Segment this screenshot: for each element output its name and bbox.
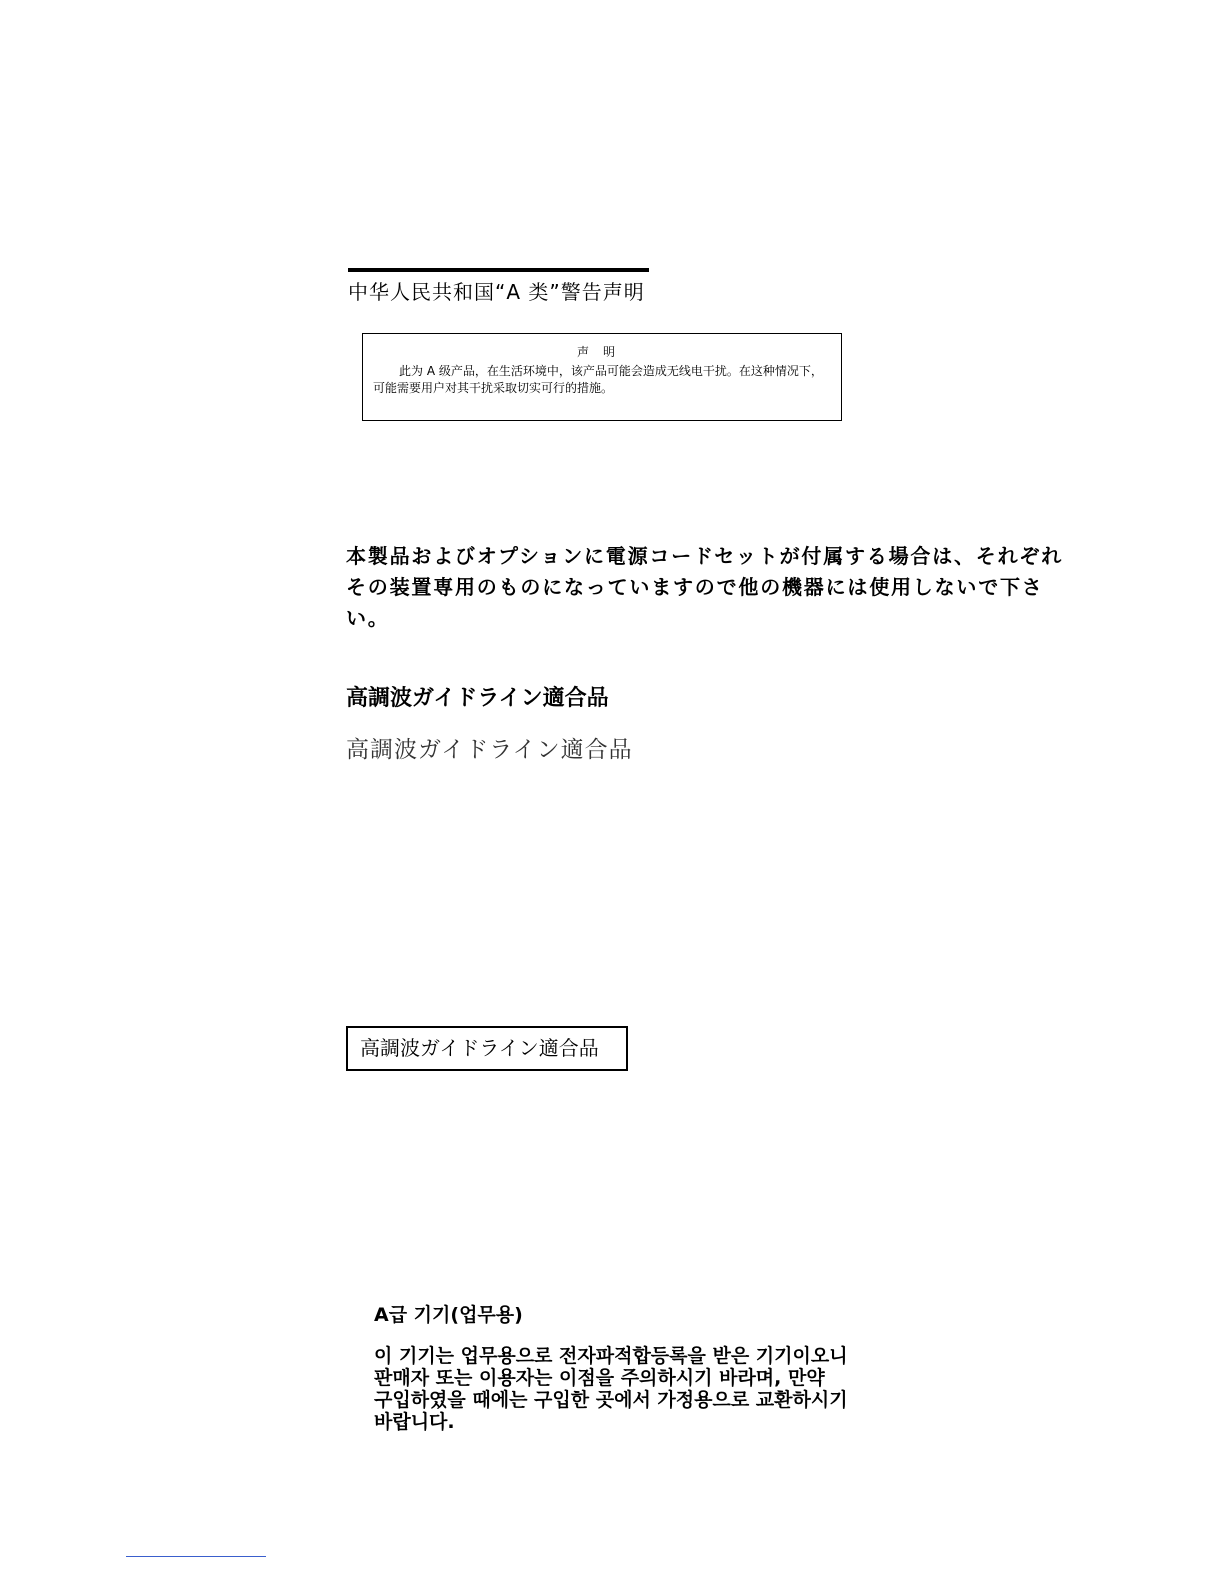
footer-rule: [126, 1556, 266, 1557]
kr-notice-title: A급 기기(업무용): [374, 1304, 523, 1326]
jp-power-cord-notice: [346, 541, 1086, 634]
jp-harmonics-label-serif: 高調波ガイドライン適合品: [346, 737, 633, 763]
cn-notice-box-body: 此为 A 级产品，在生活环境中，该产品可能会造成无线电干扰。在这种情况下，可能需要用户对其干扰采取切实可行的措施。: [373, 364, 823, 395]
section-rule: [348, 268, 649, 272]
cn-notice-title: 中华人民共和国“A 类”警告声明: [348, 280, 645, 304]
kr-notice-line: 바랍니다.: [374, 1411, 455, 1433]
cn-notice-box-heading: 声明: [576, 345, 629, 359]
kr-notice-body: [374, 1345, 974, 1433]
cn-notice-box: [362, 333, 842, 421]
jp-harmonics-label-bold: 高調波ガイドライン適合品: [346, 686, 609, 711]
kr-notice-line: 이 기기는 업무용으로 전자파적합등록을 받은 기기이오니: [374, 1345, 848, 1367]
jp-harmonics-label-boxed: 高調波ガイドライン適合品: [346, 1026, 628, 1071]
kr-notice-line: 판매자 또는 이용자는 이점을 주의하시기 바라며, 만약: [374, 1367, 825, 1389]
kr-notice-line: 구입하였을 때에는 구입한 곳에서 가정용으로 교환하시기: [374, 1389, 848, 1411]
jp-power-cord-line: その装置専用のものになっていますので他の機器には使用しないで下さい。: [346, 575, 1044, 630]
jp-power-cord-line: 本製品およびオプションに電源コードセットが付属する場合は、それぞれ: [346, 544, 1063, 568]
